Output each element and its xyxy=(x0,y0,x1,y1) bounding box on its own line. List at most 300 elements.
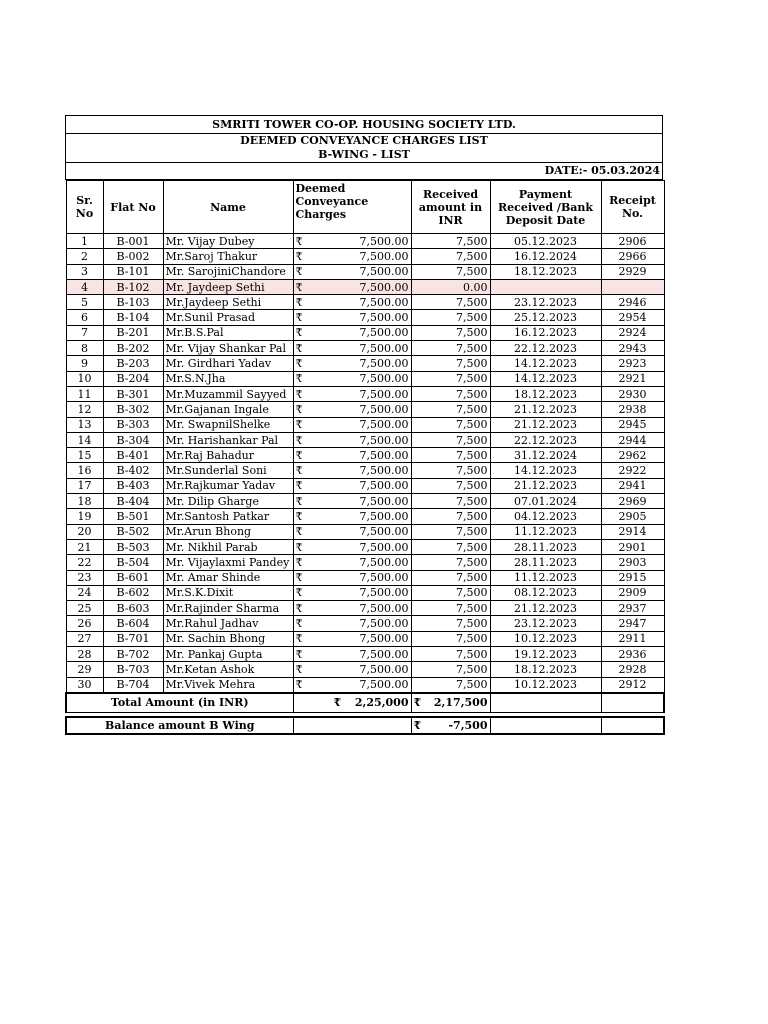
member-name: Mr. Nikhil Parab xyxy=(163,539,293,554)
rupee-symbol: ₹ xyxy=(295,555,303,569)
charge-cell xyxy=(293,448,411,463)
table-row xyxy=(66,463,664,478)
table-row xyxy=(66,310,664,325)
received-amount: 7,500 xyxy=(411,585,490,600)
member-name: Mr.S.N.Jha xyxy=(163,371,293,386)
received-amount: 7,500 xyxy=(411,662,490,677)
receipt-no: 2937 xyxy=(601,601,664,616)
rupee-symbol: ₹ xyxy=(295,234,303,248)
receipt-no: 2945 xyxy=(601,417,664,432)
table-row xyxy=(66,234,664,249)
charge-amount: 7,500.00 xyxy=(359,678,409,692)
payment-date: 10.12.2023 xyxy=(490,677,601,693)
flat-no: B-604 xyxy=(103,616,163,631)
rupee-symbol: ₹ xyxy=(295,387,303,401)
member-name: Mr.Ketan Ashok xyxy=(163,662,293,677)
flat-no: B-704 xyxy=(103,677,163,693)
flat-no: B-504 xyxy=(103,555,163,570)
received-amount: 7,500 xyxy=(411,325,490,340)
received-amount: 7,500 xyxy=(411,234,490,249)
charge-cell xyxy=(293,585,411,600)
sr-no: 27 xyxy=(66,631,103,646)
col-sr: Sr. No xyxy=(66,181,103,234)
charge-amount: 7,500.00 xyxy=(359,662,409,676)
rupee-symbol: ₹ xyxy=(413,718,422,732)
rupee-symbol: ₹ xyxy=(295,357,303,371)
table-row xyxy=(66,279,664,294)
charge-cell xyxy=(293,647,411,662)
balance-amount-cell xyxy=(411,717,490,734)
charge-amount: 7,500.00 xyxy=(359,525,409,539)
rupee-symbol: ₹ xyxy=(295,448,303,462)
rupee-symbol: ₹ xyxy=(295,617,303,631)
table-row xyxy=(66,402,664,417)
receipt-no: 2905 xyxy=(601,509,664,524)
payment-date: 14.12.2023 xyxy=(490,371,601,386)
sr-no: 19 xyxy=(66,509,103,524)
member-name: Mr.S.K.Dixit xyxy=(163,585,293,600)
receipt-no: 2915 xyxy=(601,570,664,585)
received-amount: 7,500 xyxy=(411,463,490,478)
sr-no: 16 xyxy=(66,463,103,478)
balance-empty-1 xyxy=(293,717,411,734)
charge-cell xyxy=(293,494,411,509)
received-amount: 7,500 xyxy=(411,448,490,463)
receipt-no: 2928 xyxy=(601,662,664,677)
charge-amount: 7,500.00 xyxy=(359,555,409,569)
sr-no: 28 xyxy=(66,647,103,662)
total-empty-1 xyxy=(490,693,601,713)
member-name: Mr. Jaydeep Sethi xyxy=(163,279,293,294)
rupee-symbol: ₹ xyxy=(295,647,303,661)
rupee-symbol: ₹ xyxy=(295,509,303,523)
member-name: Mr.Rajkumar Yadav xyxy=(163,478,293,493)
charge-cell xyxy=(293,601,411,616)
received-amount: 7,500 xyxy=(411,524,490,539)
charge-cell xyxy=(293,402,411,417)
total-empty-2 xyxy=(601,693,664,713)
flat-no: B-601 xyxy=(103,570,163,585)
charge-amount: 7,500.00 xyxy=(359,372,409,386)
member-name: Mr.Muzammil Sayyed xyxy=(163,386,293,401)
charge-amount: 7,500.00 xyxy=(359,265,409,279)
flat-no: B-302 xyxy=(103,402,163,417)
charge-amount: 7,500.00 xyxy=(359,617,409,631)
payment-date: 11.12.2023 xyxy=(490,570,601,585)
charge-cell xyxy=(293,677,411,693)
charge-amount: 7,500.00 xyxy=(359,571,409,585)
flat-no: B-002 xyxy=(103,249,163,264)
member-name: Mr.Vivek Mehra xyxy=(163,677,293,693)
rupee-symbol: ₹ xyxy=(295,586,303,600)
received-amount: 7,500 xyxy=(411,539,490,554)
receipt-no: 2912 xyxy=(601,677,664,693)
payment-date: 14.12.2023 xyxy=(490,463,601,478)
charge-cell xyxy=(293,417,411,432)
table-row xyxy=(66,356,664,371)
payment-date: 16.12.2023 xyxy=(490,325,601,340)
sr-no: 6 xyxy=(66,310,103,325)
rupee-symbol: ₹ xyxy=(295,341,303,355)
charge-amount: 7,500.00 xyxy=(359,509,409,523)
charge-cell xyxy=(293,264,411,279)
balance-row xyxy=(66,717,664,734)
charge-cell xyxy=(293,616,411,631)
rupee-symbol: ₹ xyxy=(295,678,303,692)
received-amount: 7,500 xyxy=(411,509,490,524)
sr-no: 10 xyxy=(66,371,103,386)
flat-no: B-204 xyxy=(103,371,163,386)
total-row xyxy=(66,693,664,713)
member-name: Mr. Girdhari Yadav xyxy=(163,356,293,371)
received-amount: 7,500 xyxy=(411,402,490,417)
member-name: Mr.Sunil Prasad xyxy=(163,310,293,325)
charge-amount: 7,500.00 xyxy=(359,311,409,325)
rupee-symbol: ₹ xyxy=(295,494,303,508)
charge-amount: 7,500.00 xyxy=(359,418,409,432)
sheet-header xyxy=(65,115,663,180)
receipt-no: 2954 xyxy=(601,310,664,325)
sr-no: 5 xyxy=(66,295,103,310)
receipt-no: 2906 xyxy=(601,234,664,249)
receipt-no: 2911 xyxy=(601,631,664,646)
rupee-symbol: ₹ xyxy=(295,326,303,340)
received-amount: 7,500 xyxy=(411,371,490,386)
charge-amount: 7,500.00 xyxy=(359,280,409,294)
received-amount: 7,500 xyxy=(411,249,490,264)
receipt-no: 2969 xyxy=(601,494,664,509)
payment-date: 11.12.2023 xyxy=(490,524,601,539)
received-amount: 7,500 xyxy=(411,356,490,371)
col-payment-date: Payment Received /Bank Deposit Date xyxy=(490,181,601,234)
member-name: Mr. Pankaj Gupta xyxy=(163,647,293,662)
table-row xyxy=(66,325,664,340)
table-row xyxy=(66,585,664,600)
rupee-symbol: ₹ xyxy=(295,433,303,447)
payment-date: 25.12.2023 xyxy=(490,310,601,325)
table-row xyxy=(66,524,664,539)
balance-label: Balance amount B Wing xyxy=(66,717,293,734)
rupee-symbol: ₹ xyxy=(413,696,422,710)
sr-no: 25 xyxy=(66,601,103,616)
charge-cell xyxy=(293,295,411,310)
receipt-no: 2914 xyxy=(601,524,664,539)
received-amount: 7,500 xyxy=(411,386,490,401)
payment-date: 31.12.2024 xyxy=(490,448,601,463)
table-row xyxy=(66,555,664,570)
charge-amount: 7,500.00 xyxy=(359,387,409,401)
charge-cell xyxy=(293,662,411,677)
receipt-no: 2909 xyxy=(601,585,664,600)
total-label: Total Amount (in INR) xyxy=(66,693,293,713)
rupee-symbol: ₹ xyxy=(295,525,303,539)
table-row xyxy=(66,570,664,585)
table-row xyxy=(66,417,664,432)
received-amount: 7,500 xyxy=(411,677,490,693)
sr-no: 26 xyxy=(66,616,103,631)
receipt-no xyxy=(601,279,664,294)
charges-sheet xyxy=(65,115,663,735)
col-flat: Flat No xyxy=(103,181,163,234)
member-name: Mr. Amar Shinde xyxy=(163,570,293,585)
member-name: Mr.Rahul Jadhav xyxy=(163,616,293,631)
charge-amount: 7,500.00 xyxy=(359,540,409,554)
receipt-no: 2946 xyxy=(601,295,664,310)
sr-no: 1 xyxy=(66,234,103,249)
table-row xyxy=(66,601,664,616)
list-date: DATE:- 05.03.2024 xyxy=(66,163,662,181)
sr-no: 20 xyxy=(66,524,103,539)
charge-amount: 7,500.00 xyxy=(359,647,409,661)
table-row xyxy=(66,264,664,279)
rupee-symbol: ₹ xyxy=(333,696,342,710)
sr-no: 24 xyxy=(66,585,103,600)
payment-date: 28.11.2023 xyxy=(490,555,601,570)
charge-cell xyxy=(293,570,411,585)
charges-table xyxy=(65,180,665,735)
received-amount: 0.00 xyxy=(411,279,490,294)
rupee-symbol: ₹ xyxy=(295,265,303,279)
receipt-no: 2962 xyxy=(601,448,664,463)
total-received: 2,17,500 xyxy=(433,696,488,710)
member-name: Mr. Dilip Gharge xyxy=(163,494,293,509)
payment-date: 14.12.2023 xyxy=(490,356,601,371)
charge-amount: 7,500.00 xyxy=(359,601,409,615)
flat-no: B-304 xyxy=(103,432,163,447)
charge-cell xyxy=(293,463,411,478)
rupee-symbol: ₹ xyxy=(295,540,303,554)
flat-no: B-703 xyxy=(103,662,163,677)
charge-cell xyxy=(293,325,411,340)
payment-date: 22.12.2023 xyxy=(490,341,601,356)
received-amount: 7,500 xyxy=(411,432,490,447)
table-body xyxy=(66,234,664,693)
table-row xyxy=(66,448,664,463)
rupee-symbol: ₹ xyxy=(295,418,303,432)
received-amount: 7,500 xyxy=(411,310,490,325)
wing-title: B-WING - LIST xyxy=(66,148,662,163)
flat-no: B-301 xyxy=(103,386,163,401)
flat-no: B-402 xyxy=(103,463,163,478)
payment-date: 08.12.2023 xyxy=(490,585,601,600)
flat-no: B-103 xyxy=(103,295,163,310)
rupee-symbol: ₹ xyxy=(295,295,303,309)
member-name: Mr.Jaydeep Sethi xyxy=(163,295,293,310)
col-received: Received amount in INR xyxy=(411,181,490,234)
charge-amount: 7,500.00 xyxy=(359,433,409,447)
sr-no: 4 xyxy=(66,279,103,294)
sr-no: 8 xyxy=(66,341,103,356)
rupee-symbol: ₹ xyxy=(295,402,303,416)
balance-amount: -7,500 xyxy=(448,718,488,732)
received-amount: 7,500 xyxy=(411,555,490,570)
member-name: Mr. Vijay Shankar Pal xyxy=(163,341,293,356)
received-amount: 7,500 xyxy=(411,295,490,310)
charge-amount: 7,500.00 xyxy=(359,234,409,248)
charge-amount: 7,500.00 xyxy=(359,494,409,508)
charge-amount: 7,500.00 xyxy=(359,357,409,371)
charge-cell xyxy=(293,432,411,447)
receipt-no: 2929 xyxy=(601,264,664,279)
flat-no: B-101 xyxy=(103,264,163,279)
list-title: DEEMED CONVEYANCE CHARGES LIST xyxy=(240,134,488,147)
flat-no: B-502 xyxy=(103,524,163,539)
received-amount: 7,500 xyxy=(411,647,490,662)
rupee-symbol: ₹ xyxy=(295,249,303,263)
sr-no: 21 xyxy=(66,539,103,554)
received-amount: 7,500 xyxy=(411,417,490,432)
total-received-cell xyxy=(411,693,490,713)
charge-amount: 7,500.00 xyxy=(359,586,409,600)
charge-cell xyxy=(293,509,411,524)
member-name: Mr.B.S.Pal xyxy=(163,325,293,340)
flat-no: B-104 xyxy=(103,310,163,325)
receipt-no: 2921 xyxy=(601,371,664,386)
rupee-symbol: ₹ xyxy=(295,479,303,493)
flat-no: B-202 xyxy=(103,341,163,356)
receipt-no: 2930 xyxy=(601,386,664,401)
table-row xyxy=(66,386,664,401)
receipt-no: 2923 xyxy=(601,356,664,371)
charge-amount: 7,500.00 xyxy=(359,341,409,355)
received-amount: 7,500 xyxy=(411,570,490,585)
society-title: SMRITI TOWER CO-OP. HOUSING SOCIETY LTD. xyxy=(66,116,662,134)
table-row xyxy=(66,341,664,356)
received-amount: 7,500 xyxy=(411,601,490,616)
flat-no: B-203 xyxy=(103,356,163,371)
flat-no: B-503 xyxy=(103,539,163,554)
receipt-no: 2922 xyxy=(601,463,664,478)
sr-no: 22 xyxy=(66,555,103,570)
flat-no: B-602 xyxy=(103,585,163,600)
flat-no: B-102 xyxy=(103,279,163,294)
charge-cell xyxy=(293,234,411,249)
receipt-no: 2936 xyxy=(601,647,664,662)
member-name: Mr.Saroj Thakur xyxy=(163,249,293,264)
sr-no: 23 xyxy=(66,570,103,585)
charge-cell xyxy=(293,310,411,325)
rupee-symbol: ₹ xyxy=(295,662,303,676)
charge-cell xyxy=(293,539,411,554)
sr-no: 9 xyxy=(66,356,103,371)
payment-date: 07.01.2024 xyxy=(490,494,601,509)
receipt-no: 2941 xyxy=(601,478,664,493)
sr-no: 13 xyxy=(66,417,103,432)
receipt-no: 2901 xyxy=(601,539,664,554)
sr-no: 14 xyxy=(66,432,103,447)
member-name: Mr.Raj Bahadur xyxy=(163,448,293,463)
table-row xyxy=(66,677,664,693)
column-header-row xyxy=(66,181,664,234)
charge-cell xyxy=(293,555,411,570)
payment-date: 23.12.2023 xyxy=(490,295,601,310)
charge-cell xyxy=(293,249,411,264)
col-receipt: Receipt No. xyxy=(601,181,664,234)
flat-no: B-603 xyxy=(103,601,163,616)
charge-amount: 7,500.00 xyxy=(359,249,409,263)
member-name: Mr.Gajanan Ingale xyxy=(163,402,293,417)
balance-empty-2 xyxy=(490,717,601,734)
charge-cell xyxy=(293,279,411,294)
received-amount: 7,500 xyxy=(411,494,490,509)
sr-no: 11 xyxy=(66,386,103,401)
payment-date: 19.12.2023 xyxy=(490,647,601,662)
rupee-symbol: ₹ xyxy=(295,601,303,615)
flat-no: B-404 xyxy=(103,494,163,509)
payment-date: 18.12.2023 xyxy=(490,264,601,279)
member-name: Mr. Sachin Bhong xyxy=(163,631,293,646)
rupee-symbol: ₹ xyxy=(295,311,303,325)
table-row xyxy=(66,631,664,646)
table-row xyxy=(66,616,664,631)
table-row xyxy=(66,494,664,509)
charge-cell xyxy=(293,356,411,371)
charge-cell xyxy=(293,371,411,386)
received-amount: 7,500 xyxy=(411,264,490,279)
payment-date: 21.12.2023 xyxy=(490,478,601,493)
sr-no: 30 xyxy=(66,677,103,693)
sr-no: 7 xyxy=(66,325,103,340)
member-name: Mr. Vijay Dubey xyxy=(163,234,293,249)
receipt-no: 2943 xyxy=(601,341,664,356)
sr-no: 3 xyxy=(66,264,103,279)
payment-date: 21.12.2023 xyxy=(490,402,601,417)
member-name: Mr. SwapnilShelke xyxy=(163,417,293,432)
charge-cell xyxy=(293,386,411,401)
receipt-no: 2903 xyxy=(601,555,664,570)
sr-no: 12 xyxy=(66,402,103,417)
col-name: Name xyxy=(163,181,293,234)
total-charges-cell xyxy=(293,693,411,713)
member-name: Mr.Santosh Patkar xyxy=(163,509,293,524)
member-name: Mr. Harishankar Pal xyxy=(163,432,293,447)
table-row xyxy=(66,647,664,662)
payment-date: 18.12.2023 xyxy=(490,662,601,677)
flat-no: B-702 xyxy=(103,647,163,662)
table-row xyxy=(66,249,664,264)
rupee-symbol: ₹ xyxy=(295,280,303,294)
charge-amount: 7,500.00 xyxy=(359,326,409,340)
charge-amount: 7,500.00 xyxy=(359,632,409,646)
sr-no: 2 xyxy=(66,249,103,264)
payment-date: 10.12.2023 xyxy=(490,631,601,646)
charge-amount: 7,500.00 xyxy=(359,295,409,309)
member-name: Mr. Vijaylaxmi Pandey xyxy=(163,555,293,570)
rupee-symbol: ₹ xyxy=(295,464,303,478)
flat-no: B-201 xyxy=(103,325,163,340)
table-row xyxy=(66,662,664,677)
table-row xyxy=(66,295,664,310)
payment-date: 21.12.2023 xyxy=(490,601,601,616)
flat-no: B-403 xyxy=(103,478,163,493)
payment-date: 05.12.2023 xyxy=(490,234,601,249)
flat-no: B-701 xyxy=(103,631,163,646)
receipt-no: 2924 xyxy=(601,325,664,340)
table-row xyxy=(66,478,664,493)
receipt-no: 2944 xyxy=(601,432,664,447)
charge-amount: 7,500.00 xyxy=(359,448,409,462)
rupee-symbol: ₹ xyxy=(295,571,303,585)
received-amount: 7,500 xyxy=(411,341,490,356)
receipt-no: 2947 xyxy=(601,616,664,631)
sr-no: 18 xyxy=(66,494,103,509)
rupee-symbol: ₹ xyxy=(295,372,303,386)
sr-no: 17 xyxy=(66,478,103,493)
charge-amount: 7,500.00 xyxy=(359,402,409,416)
flat-no: B-303 xyxy=(103,417,163,432)
table-row xyxy=(66,432,664,447)
table-row xyxy=(66,371,664,386)
